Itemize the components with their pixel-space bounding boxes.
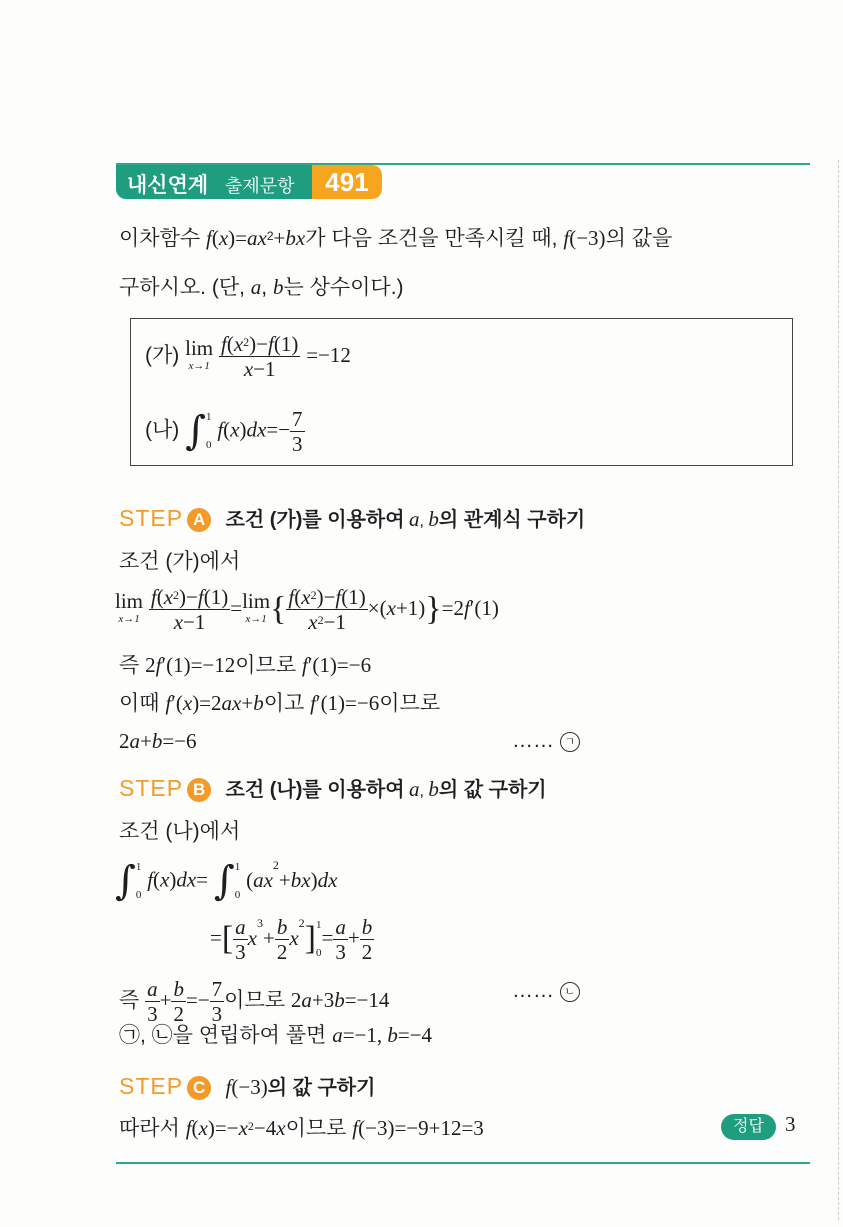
problem-line-1: 이차함수 $f(x)=ax^2+bx$가 다음 조건을 만족시킬 때, f(−3)의 값을 xyxy=(119,226,673,250)
step-b-solve: ㉠, ㉡을 연립하여 풀면 a=−1, b=−4 xyxy=(119,1023,433,1047)
equation-1: 2a+b=−6 xyxy=(119,729,197,753)
footer-rule xyxy=(116,1162,810,1164)
step-b-evaluation: =[ $\frac{a}{3}$ $x^3+$ $\frac{b}{2}$ $x^2]1$ 0= $\frac{a}{3}$ + $\frac{b}{2}$ xyxy=(210,914,373,964)
problem-number: 491 xyxy=(312,165,382,199)
page-edge-rule xyxy=(838,160,839,1220)
condition-ga: (가) lim x→1 $\frac{f(x^2)-f(1)}{x-1}$ =−12 xyxy=(145,332,351,381)
step-b-integral: ∫1 0 f(x)dx= ∫1 0 $(ax^2+bx)dx$ xyxy=(115,858,338,904)
step-b-intro: 조건 (나)에서 xyxy=(119,820,241,843)
step-c-badge: C xyxy=(187,1076,211,1100)
step-c-conclusion: 따라서 $f(x)=-x^2-4x$이므로 f(−3)=−9+12=3 xyxy=(119,1116,484,1140)
equation-2-marker: …… ㄴ xyxy=(512,977,580,1005)
step-a-badge: A xyxy=(187,508,211,532)
step-c-heading: STEP C f(−3)의 값 구하기 xyxy=(119,1073,376,1099)
answer-value: 3 xyxy=(785,1112,796,1136)
header-sub-label: 출제문항 xyxy=(225,176,295,196)
step-b-badge: B xyxy=(187,778,211,802)
step-a-heading: STEP A 조건 (가)를 이용하여 a, b의 관계식 구하기 xyxy=(119,505,586,531)
header-main-label: 내신연계 xyxy=(127,174,209,197)
step-a-intro: 조건 (가)에서 xyxy=(119,550,241,573)
equation-1-marker: …… ㄱ xyxy=(512,727,580,755)
step-b-heading: STEP B 조건 (나)를 이용하여 a, b의 값 구하기 xyxy=(119,775,547,801)
step-a-line-2: 즉 2f′(1)=−12이므로 f′(1)=−6 xyxy=(119,653,372,677)
problem-line-2: 구하시오. (단, a, b는 상수이다.) xyxy=(119,275,404,299)
step-a-limit-expression: lim x→1 $\frac{f(x^2)-f(1)}{x-1}$ =lim x→1 { $\frac{f(x^2)-f(1)}{x^2-1}$ ×(x+1)}=2f′(1) xyxy=(115,585,499,634)
answer-badge: 정답 xyxy=(721,1114,776,1140)
condition-na: (나) ∫1 0 f(x)dx=− $\frac{7}{3}$ xyxy=(145,406,303,456)
step-b-line-2: 즉 $\frac{a}{3}$ + $\frac{b}{2}$ =− $\frac{7}{3}$ 이므로 2a+3b=−14 xyxy=(119,977,390,1026)
step-a-line-3: 이때 f′(x)=2ax+b이고 f′(1)=−6이므로 xyxy=(119,691,441,715)
